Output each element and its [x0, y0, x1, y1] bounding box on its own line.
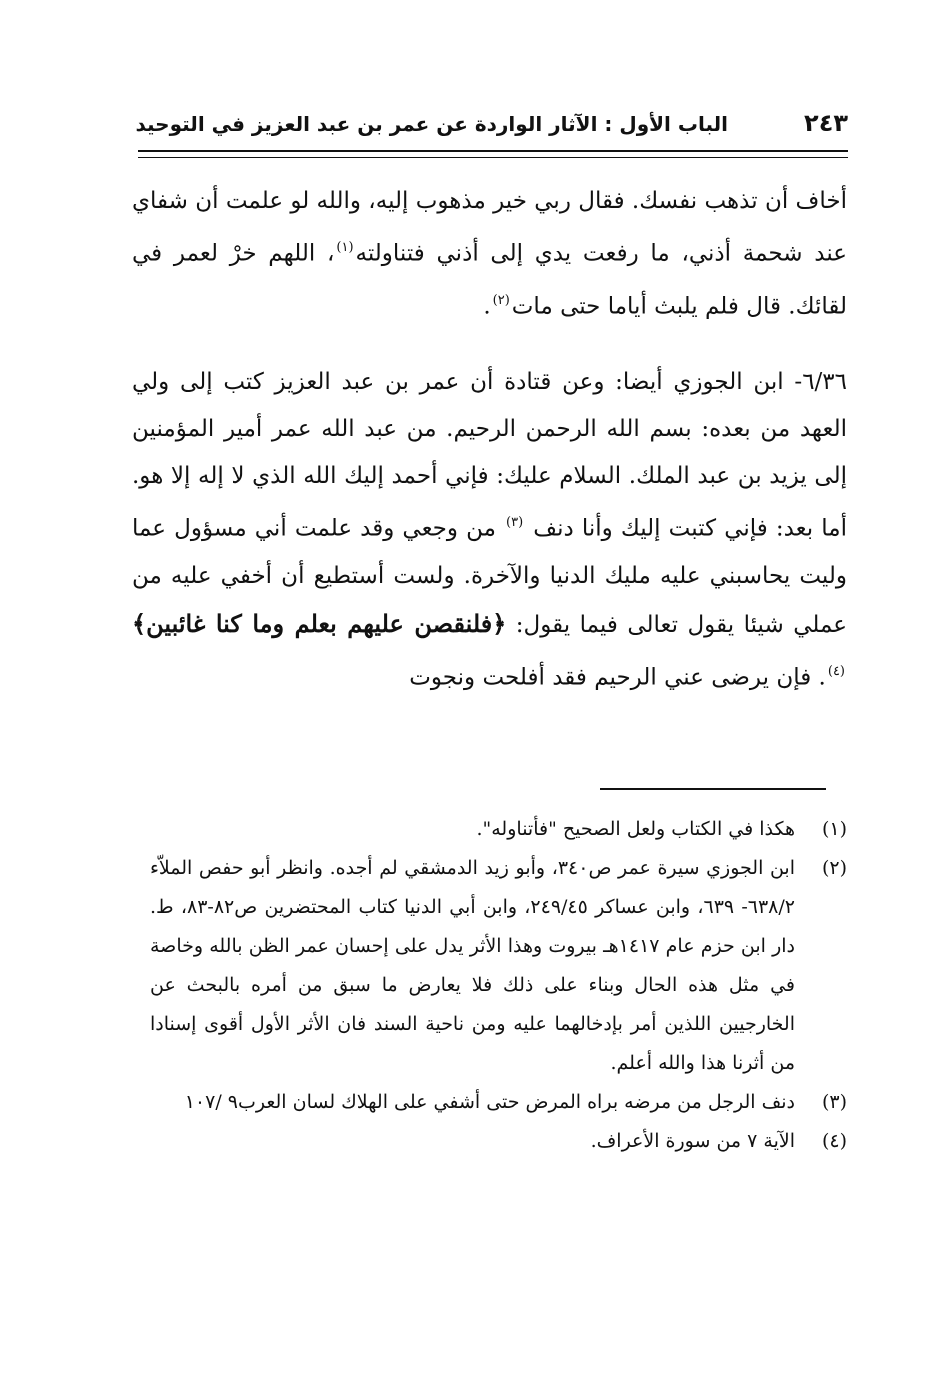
footnote-marker-3: (٣) — [506, 515, 524, 531]
footnote-3 — [132, 1083, 847, 1122]
paragraph-text: ٦/٣٦- ابن الجوزي أيضا: وعن قتادة أن عمر بن عبد العزيز كتب إلى ولي العهد من بعده: بسم الله الرحمن الرحيم. من عبد الله عمر أمير المؤمنين إلى يزيد بن عبد الملك. السلام عليك: فإني أحمد إليك الله الذي لا إله إلا هو. أما بعد: فإني كتبت إليك وأنا دنف — [132, 369, 847, 542]
footnote-2 — [132, 849, 847, 1083]
footnotes — [132, 810, 847, 1161]
main-text — [132, 178, 847, 702]
footnote-number: (٢) — [821, 857, 847, 879]
footnote-number: (٣) — [821, 1091, 847, 1113]
paragraph-text: ، اللهم خرْ لعمر في لقائك. قال فلم يلبث أياما حتى مات — [132, 240, 847, 320]
footnote-text: هكذا في الكتاب ولعل الصحيح "فأتناوله". — [476, 818, 795, 840]
footnote-text: دنف الرجل من مرضه براه المرض حتى أشفي على الهلاك لسان العرب٩ /١٠٧ — [184, 1091, 795, 1113]
paragraph-text: أخاف أن تذهب نفسك. فقال ربي خير مذهوب إليه، والله لو علمت أن شفاي عند شحمة أذني، ما رفعت يدي إلى أذني فتناولته — [132, 188, 847, 267]
page-header — [135, 96, 848, 150]
footnote-marker-4: (٤) — [827, 663, 845, 679]
paragraph-2 — [132, 359, 847, 701]
page-number: ٢٤٣ — [804, 109, 848, 137]
footnote-1 — [132, 810, 847, 849]
paragraph-text: . فإن يرضى عني الرحيم فقد أفلحت ونجوت — [409, 664, 826, 691]
footnote-number: (١) — [821, 818, 847, 840]
footnote-text: الآية ٧ من سورة الأعراف. — [590, 1130, 795, 1152]
paragraph-1 — [132, 178, 847, 330]
footnote-text: ابن الجوزي سيرة عمر ص٣٤٠، وأبو زيد الدمشقي لم أجده. وانظر أبو حفص الملاّء ٦٣٨/٢- ٦٣٩، وابن عساكر ٢٤٩/٤٥، وابن أبي الدنيا كتاب المحتضرين ص٨٢-٨٣، ط. دار ابن حزم عام ١٤١٧هـ بيروت وهذا الأثر يدل على إحسان عمر الظن بالله وخاصة في مثل هذه الحال وبناء على ذلك فلا يعارض ما سبق من أمره بالبحث عن الخارجيين اللذين أمر بإدخالهما عليه ومن ناحية السند فان الأثر الأول أقوى إسنادا من أثرنا هذا والله أعلم. — [150, 857, 795, 1074]
quran-quote: ﴿فلنقصن عليهم بعلم وما كنا غائبين﴾ — [132, 608, 507, 638]
paragraph-text: من وجعي وقد علمت أني مسؤول عما وليت يحاسبني عليه مليك الدنيا والآخرة. ولست أستطيع أن أخفي عليه من عملي شيئا يقول تعالى فيما يقول: — [132, 515, 847, 638]
footnote-4 — [132, 1122, 847, 1161]
paragraph-text: . — [483, 293, 491, 320]
footnote-marker-2: (٢) — [492, 292, 510, 308]
running-title: الباب الأول : الآثار الواردة عن عمر بن عبد العزيز في التوحيد — [135, 112, 728, 136]
footnote-number: (٤) — [821, 1130, 847, 1152]
footnote-marker-1: (١) — [336, 240, 354, 255]
footnote-rule — [600, 788, 826, 790]
header-rule-thin — [138, 157, 848, 158]
header-rule-thick — [138, 150, 848, 152]
